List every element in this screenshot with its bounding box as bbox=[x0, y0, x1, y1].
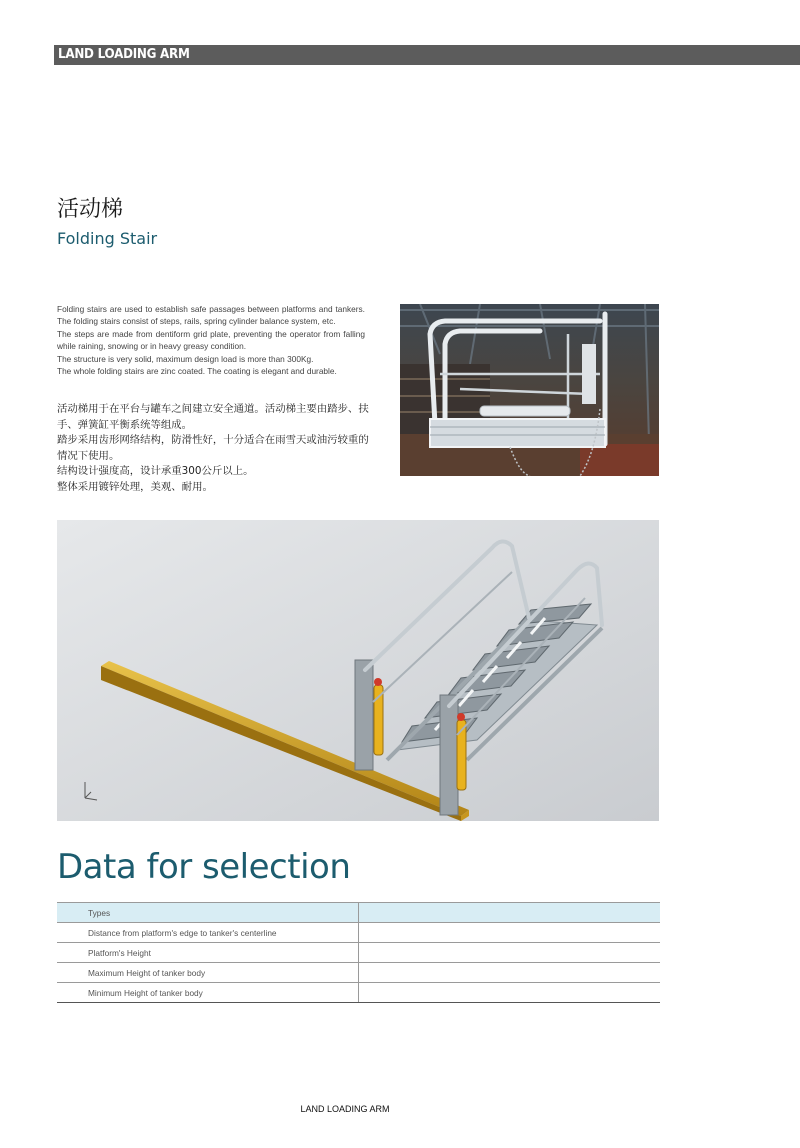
table-row-label: Platform's Height bbox=[57, 943, 358, 963]
table-row-label: Types bbox=[57, 903, 358, 923]
table-row-value bbox=[358, 923, 660, 943]
page-footer: LAND LOADING ARM bbox=[300, 1104, 390, 1114]
table-row bbox=[57, 923, 660, 943]
page-title-zh: 活动梯 bbox=[57, 197, 124, 222]
description-en-para: The structure is very solid, maximum design load is more than 300Kg. bbox=[57, 353, 314, 364]
table-row-label: Maximum Height of tanker body bbox=[57, 963, 358, 983]
description-zh bbox=[57, 402, 369, 496]
table-row bbox=[57, 963, 660, 983]
table-row-value bbox=[358, 903, 660, 923]
description-en-para: The whole folding stairs are zinc coated. The coating is elegant and durable. bbox=[57, 366, 337, 377]
page-title-en: Folding Stair bbox=[57, 229, 158, 248]
description-en bbox=[57, 303, 365, 377]
description-zh-para: 活动梯用于在平台与罐车之间建立安全通道。活动梯主要由踏步、扶手、弹簧缸平衡系统等组成。 bbox=[57, 403, 369, 431]
table-row-label: Distance from platform's edge to tanker's centerline bbox=[57, 923, 358, 943]
table-row-value bbox=[358, 963, 660, 983]
description-zh-para: 整体采用镀锌处理，美观、耐用。 bbox=[57, 480, 213, 493]
table-row-label: Minimum Height of tanker body bbox=[57, 983, 358, 1003]
table-row bbox=[57, 983, 660, 1003]
table-row-value bbox=[358, 943, 660, 963]
table-row-value bbox=[358, 983, 660, 1003]
description-en-para: Folding stairs are used to establish safe passages between platforms and tankers. The folding stairs consist of steps, rails, spring cylinder balance system, etc. bbox=[57, 304, 365, 327]
description-zh-para: 踏步采用齿形网络结构，防滑性好，十分适合在雨雪天或油污较重的情况下使用。 bbox=[57, 434, 369, 462]
header-bar bbox=[54, 45, 800, 65]
description-en-para: The steps are made from dentiform grid plate, preventing the operator from falling while raining, snowing or in heavy greasy condition. bbox=[57, 328, 365, 352]
table-row bbox=[57, 903, 660, 923]
folding-stair-photo bbox=[400, 304, 659, 476]
table-row bbox=[57, 943, 660, 963]
folding-stair-render bbox=[57, 520, 659, 821]
selection-table bbox=[57, 902, 660, 1003]
description-zh-para: 结构设计强度高，设计承重300公斤以上。 bbox=[57, 465, 254, 478]
header-title: LAND LOADING ARM bbox=[58, 47, 190, 62]
section-title: Data for selection bbox=[57, 847, 351, 887]
